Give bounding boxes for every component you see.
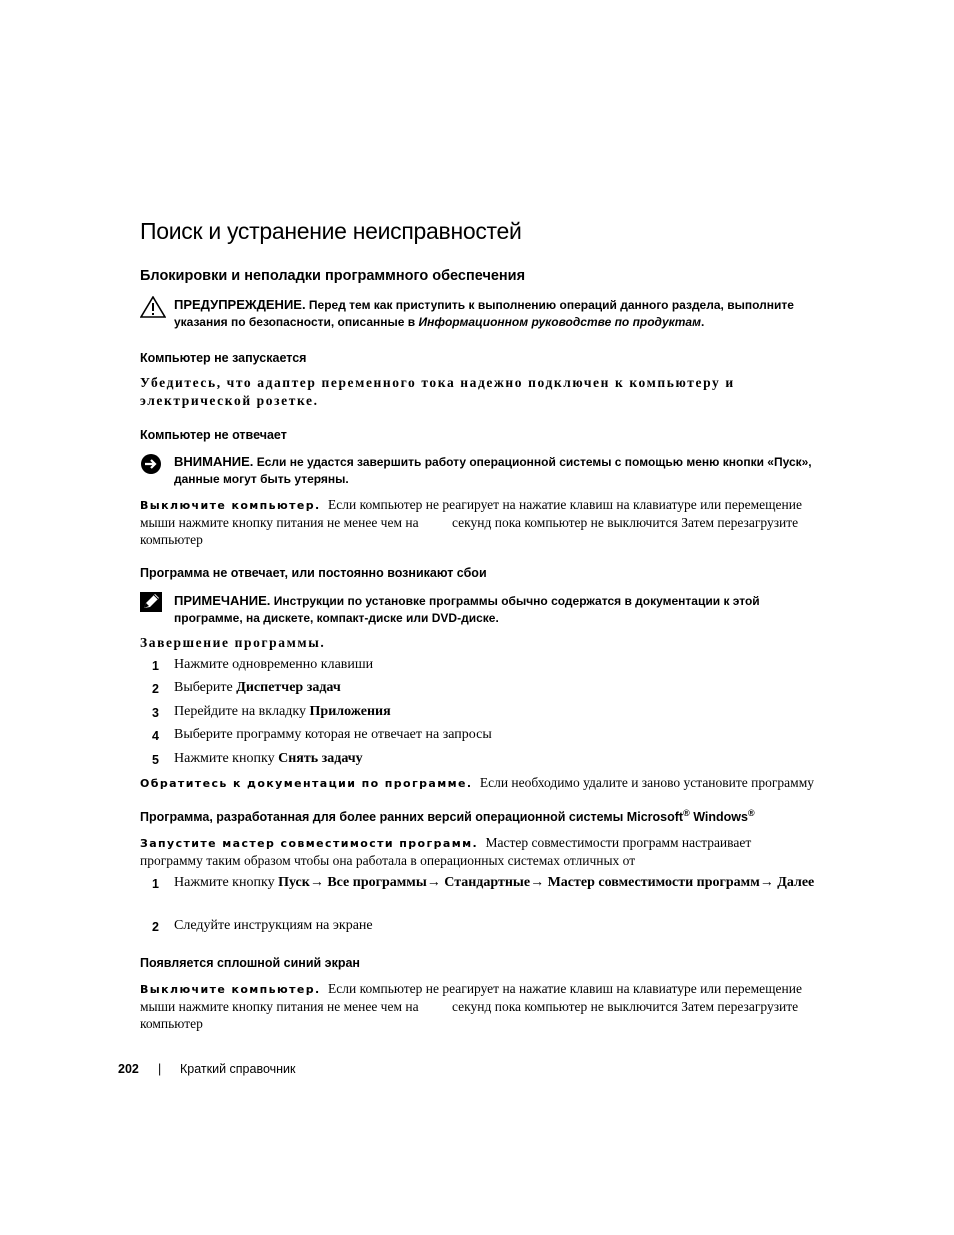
step-text: Нажмите кнопку xyxy=(174,751,275,766)
not-respond-lead: Выключите компьютер. xyxy=(140,499,321,512)
blue-screen-text-2: секунд пока компьютер не выключится Затем перезагрузите компьютер xyxy=(140,999,799,1031)
notice-circle-icon xyxy=(140,453,162,480)
list-item xyxy=(140,726,820,744)
not-respond-text-1: Если компьютер не реагирует на нажатие клавиш на клавиатуре или перемещение мыши нажмите кнопку питания не менее чем на xyxy=(140,497,802,530)
registered-mark: ® xyxy=(683,808,690,818)
compat-paragraph xyxy=(140,834,815,869)
blue-screen-lead: Выключите компьютер. xyxy=(140,983,321,996)
registered-mark: ® xyxy=(747,808,755,818)
step-text: Выберите программу которая не отвечает на запросы xyxy=(174,727,492,742)
page-number: 202 xyxy=(118,1062,139,1076)
warning-label: ПРЕДУПРЕЖДЕНИЕ. xyxy=(174,297,306,312)
note-text: Инструкции по установке программы обычно содержатся в документации к этой программе, на дискете, компакт-диске или DVD-диске. xyxy=(174,594,760,625)
step-text: Выберите xyxy=(174,680,233,695)
footer-book-title: Краткий справочник xyxy=(180,1062,296,1076)
not-start-text: Убедитесь, что адаптер переменного тока надежно подключен к компьютеру и электрической розетке. xyxy=(140,375,735,408)
heading-older-program xyxy=(140,808,755,824)
menu-path-start: Пуск xyxy=(278,875,310,890)
end-program-label: Завершение программы. xyxy=(140,635,326,650)
step-text: Перейдите на вкладку xyxy=(174,704,307,719)
step-number: 3 xyxy=(152,706,159,720)
notice-callout xyxy=(140,453,820,488)
blue-screen-paragraph xyxy=(140,980,815,1032)
menu-path-accessories: Стандартные xyxy=(444,875,531,890)
windows-word: Windows xyxy=(693,810,748,825)
compat-lead: Запустите мастер совместимости программ. xyxy=(140,837,479,850)
notice-label: ВНИМАНИЕ. xyxy=(174,454,254,469)
step-ui-label: Приложения xyxy=(309,704,391,719)
not-respond-paragraph xyxy=(140,496,815,548)
step-text: Нажмите одновременно клавиши xyxy=(174,657,374,672)
list-item xyxy=(140,750,820,768)
warning-text-end: . xyxy=(700,315,705,329)
docs-text: Если необходимо удалите и заново установите программу xyxy=(479,775,814,790)
menu-path-next: Далее xyxy=(777,875,815,890)
step-ui-label: Диспетчер задач xyxy=(236,680,341,695)
step-number: 1 xyxy=(152,877,159,891)
note-pencil-icon xyxy=(140,592,162,617)
note-callout xyxy=(140,592,820,627)
blue-screen-text-1: Если компьютер не реагирует на нажатие клавиш на клавиатуре или перемещение мыши нажмите кнопку питания не менее чем на xyxy=(140,981,802,1014)
step-number: 2 xyxy=(152,920,159,934)
arrow-icon: → xyxy=(759,875,774,890)
not-respond-text-2: секунд пока компьютер не выключится Затем перезагрузите компьютер xyxy=(140,515,799,547)
arrow-icon: → xyxy=(309,875,324,890)
arrow-icon: → xyxy=(426,875,441,890)
menu-path-all-programs: Все программы xyxy=(327,875,427,890)
step-number: 2 xyxy=(152,682,159,696)
note-label: ПРИМЕЧАНИЕ. xyxy=(174,593,271,608)
docs-lead: Обратитесь к документации по программе. xyxy=(140,777,473,790)
list-item xyxy=(140,656,820,674)
step-text: Нажмите кнопку xyxy=(174,875,275,890)
menu-path-compat-wizard: Мастер совместимости программ xyxy=(547,875,760,890)
heading-not-start: Компьютер не запускается xyxy=(140,351,307,365)
step-text: Следуйте инструкциям на экране xyxy=(174,918,373,933)
heading-program-crash: Программа не отвечает, или постоянно возникают сбои xyxy=(140,566,487,580)
footer-separator: | xyxy=(158,1062,162,1076)
docs-paragraph xyxy=(140,774,815,792)
list-item xyxy=(140,703,820,721)
list-item xyxy=(140,917,820,935)
warning-book-title: Информационном руководстве по продуктам xyxy=(418,315,701,329)
page-title: Поиск и устранение неисправностей xyxy=(140,218,522,244)
list-item xyxy=(140,679,820,697)
compat-text: Мастер совместимости программ настраивает программу таким образом чтобы она работала в операционных системах отличных от xyxy=(140,835,752,868)
step-number: 4 xyxy=(152,729,159,743)
older-program-heading-text: Программа, разработанная для более ранних версий операционной системы Microsoft xyxy=(140,810,684,825)
warning-triangle-icon xyxy=(140,296,166,323)
arrow-icon: → xyxy=(530,875,545,890)
section-title: Блокировки и неполадки программного обеспечения xyxy=(140,268,526,284)
notice-text: Если не удастся завершить работу операционной системы с помощью меню кнопки «Пуск», данные могут быть утеряны. xyxy=(174,455,812,486)
warning-callout xyxy=(140,296,820,331)
list-item xyxy=(140,874,820,892)
heading-blue-screen: Появляется сплошной синий экран xyxy=(140,956,360,970)
step-number: 5 xyxy=(152,753,159,767)
step-number: 1 xyxy=(152,659,159,673)
warning-text: Перед тем как приступить к выполнению операций данного раздела, выполните указания по безопасности, описанные в xyxy=(174,298,794,329)
heading-not-respond: Компьютер не отвечает xyxy=(140,428,287,442)
step-ui-label: Снять задачу xyxy=(278,751,363,766)
